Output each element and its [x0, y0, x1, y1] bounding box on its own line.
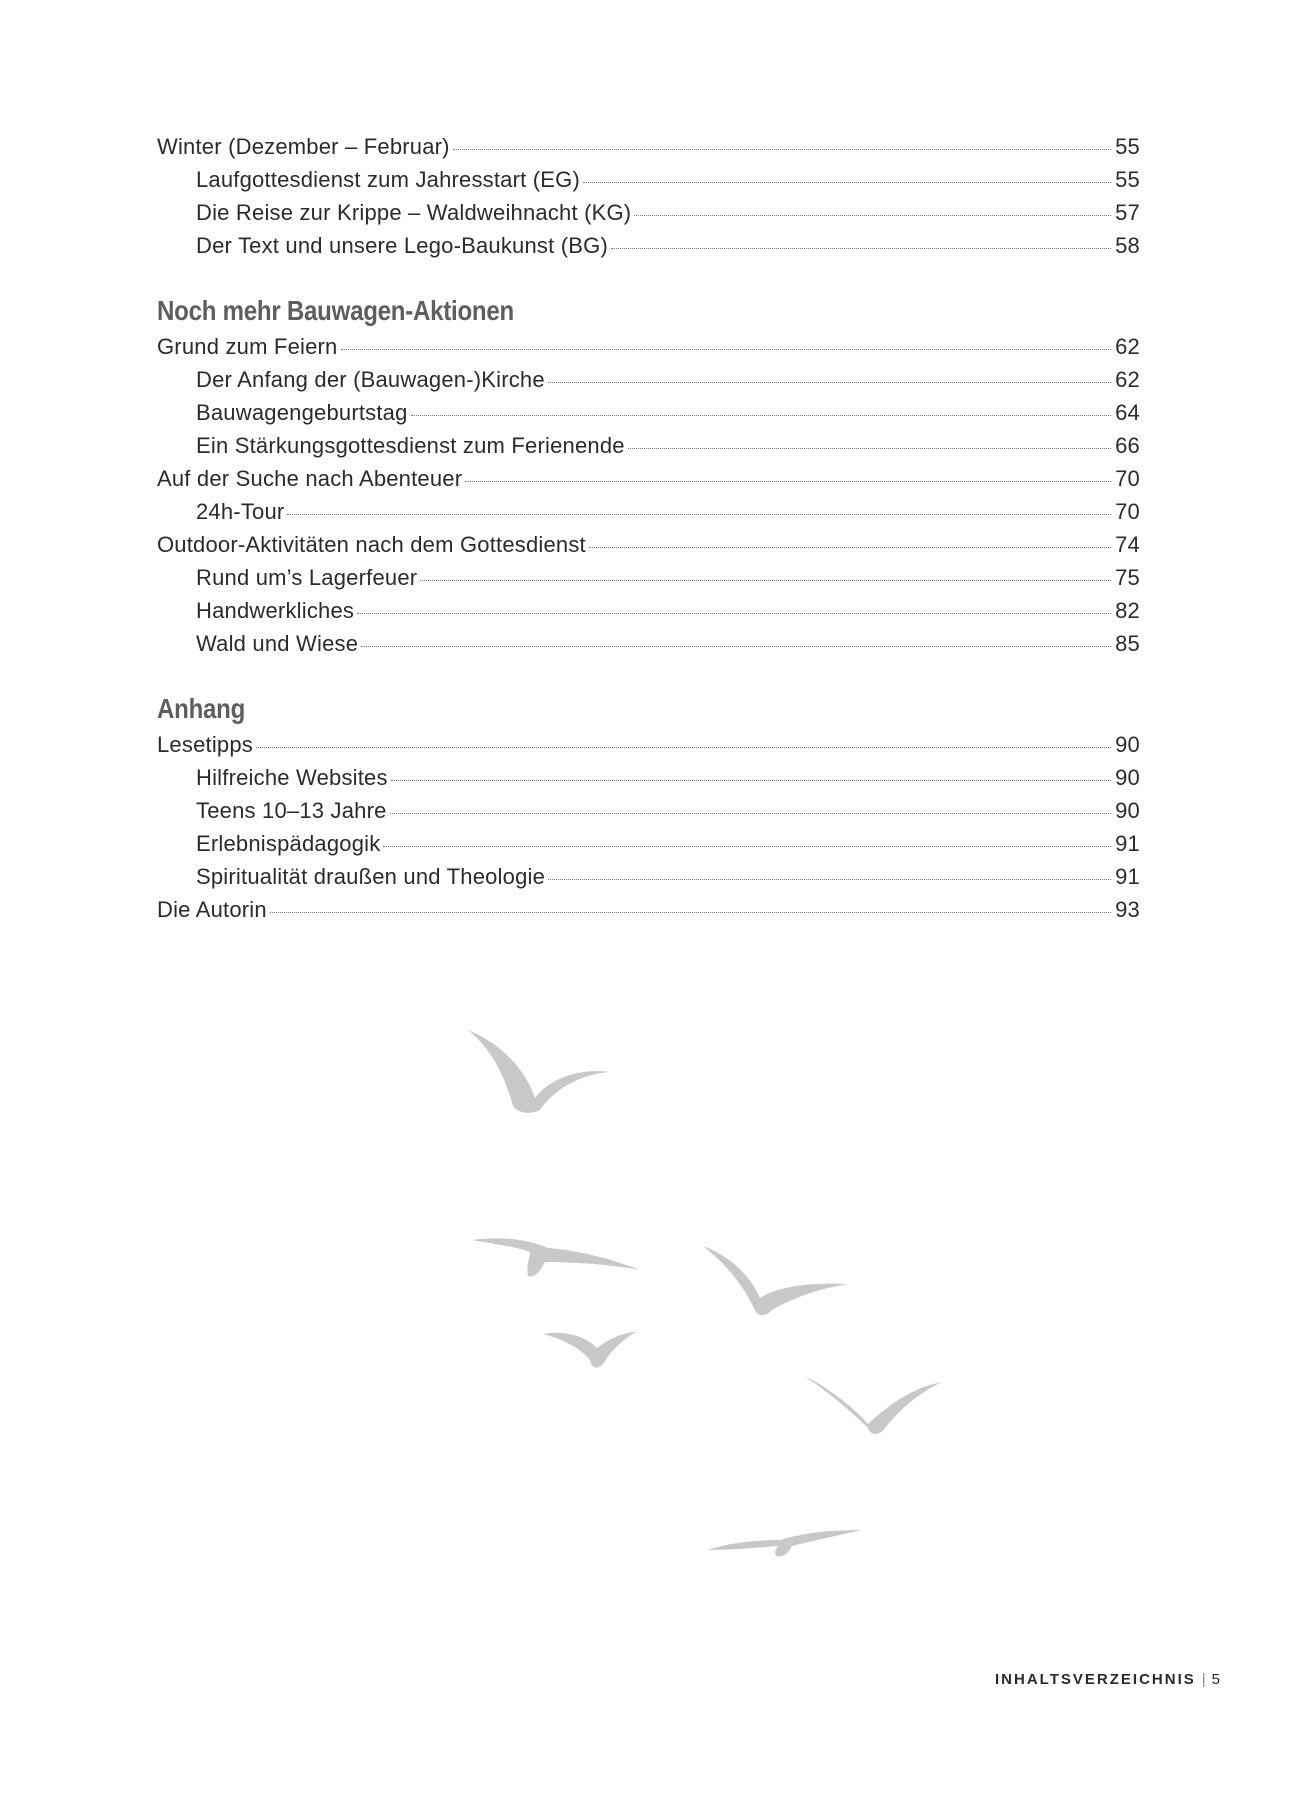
toc-entry-page: 75	[1115, 565, 1140, 590]
toc-entry-label: Handwerkliches	[196, 598, 355, 623]
toc-entry-page: 58	[1115, 233, 1140, 258]
dot-leader	[391, 780, 1111, 781]
section-heading-anhang: Anhang	[157, 693, 246, 724]
toc-entry-page: 55	[1115, 167, 1140, 192]
page-footer	[995, 1670, 1220, 1690]
toc-entry-page: 91	[1115, 864, 1140, 889]
toc-entry-label: Rund um’s Lagerfeuer	[196, 565, 418, 590]
toc-entry-label: Hilfreiche Websites	[196, 765, 388, 790]
toc-entry-bauwagengeburtstag[interactable]	[157, 396, 1140, 429]
toc-entry-page: 90	[1115, 765, 1140, 790]
dot-leader	[390, 813, 1112, 814]
bird-icon	[543, 1332, 636, 1367]
toc-entry-winter[interactable]	[157, 130, 1140, 163]
toc-entry-anfang-der-kirche[interactable]	[157, 363, 1140, 396]
toc-entry-outdoor-aktivitaeten[interactable]	[157, 528, 1140, 561]
toc-entry-page: 82	[1115, 598, 1140, 623]
toc-entry-grund-zum-feiern[interactable]	[157, 330, 1140, 363]
toc-entry-label: Der Anfang der (Bauwagen-)Kirche	[196, 367, 545, 392]
toc-entry-wald-und-wiese[interactable]	[157, 627, 1140, 660]
toc-entry-page: 66	[1115, 433, 1140, 458]
toc-entry-page: 57	[1115, 200, 1140, 225]
dot-leader	[256, 747, 1111, 748]
toc-entry-reise-zur-krippe[interactable]	[157, 196, 1140, 229]
toc-entry-lesetipps[interactable]	[157, 728, 1140, 761]
toc-entry-label: Bauwagengeburtstag	[196, 400, 408, 425]
toc-entry-page: 55	[1115, 134, 1140, 159]
toc-entry-label: Die Reise zur Krippe – Waldweihnacht (KG)	[196, 200, 632, 225]
toc-entry-label: Grund zum Feiern	[157, 334, 338, 359]
section-spacer	[157, 262, 1140, 294]
bird-icon	[468, 1030, 610, 1113]
toc-entry-handwerkliches[interactable]	[157, 594, 1140, 627]
toc-entry-teens[interactable]	[157, 794, 1140, 827]
dot-leader	[548, 879, 1111, 880]
toc-entry-label: Spiritualität draußen und Theologie	[196, 864, 546, 889]
toc-entry-suche-nach-abenteuer[interactable]	[157, 462, 1140, 495]
toc-entry-page: 62	[1115, 367, 1140, 392]
toc-entry-spiritualitaet[interactable]	[157, 860, 1140, 893]
toc-entry-24h-tour[interactable]	[157, 495, 1140, 528]
toc-entry-page: 85	[1115, 631, 1140, 656]
toc-entry-label: Teens 10–13 Jahre	[196, 798, 387, 823]
dot-leader	[270, 912, 1111, 913]
section-heading-bauwagen-aktionen: Noch mehr Bauwagen-Aktionen	[157, 295, 514, 326]
bird-icon	[703, 1246, 848, 1315]
toc-entry-label: Ein Stärkungsgottesdienst zum Ferienende	[196, 433, 625, 458]
dot-leader	[589, 547, 1111, 548]
toc-entry-page: 64	[1115, 400, 1140, 425]
dot-leader	[611, 248, 1111, 249]
toc-entry-page: 70	[1115, 499, 1140, 524]
toc-entry-hilfreiche-websites[interactable]	[157, 761, 1140, 794]
toc-entry-page: 90	[1115, 798, 1140, 823]
toc-entry-page: 91	[1115, 831, 1140, 856]
footer-section-name: INHALTSVERZEICHNIS	[995, 1671, 1196, 1688]
toc-entry-erlebnispaedagogik[interactable]	[157, 827, 1140, 860]
toc-entry-label: Der Text und unsere Lego-Baukunst (BG)	[196, 233, 608, 258]
dot-leader	[453, 149, 1111, 150]
page-number: 5	[1211, 1671, 1220, 1688]
toc-entry-die-autorin[interactable]	[157, 893, 1140, 926]
toc-entry-lego-baukunst[interactable]	[157, 229, 1140, 262]
toc-entry-label: Outdoor-Aktivitäten nach dem Gottesdienst	[157, 532, 586, 557]
dot-leader	[287, 514, 1111, 515]
section-spacer	[157, 660, 1140, 692]
dot-leader	[548, 382, 1111, 383]
toc-entry-label: Wald und Wiese	[196, 631, 359, 656]
bird-icon	[805, 1376, 942, 1434]
toc-entry-lagerfeuer[interactable]	[157, 561, 1140, 594]
dot-leader	[583, 182, 1111, 183]
dot-leader	[634, 215, 1111, 216]
toc-entry-label: Erlebnispädagogik	[196, 831, 381, 856]
toc-entry-page: 70	[1115, 466, 1140, 491]
toc-entry-page: 74	[1115, 532, 1140, 557]
toc-entry-label: Auf der Suche nach Abenteuer	[157, 466, 463, 491]
toc-entry-page: 93	[1115, 897, 1140, 922]
dot-leader	[361, 646, 1111, 647]
toc-entry-label: Winter (Dezember – Februar)	[157, 134, 450, 159]
bird-icon	[472, 1238, 640, 1276]
dot-leader	[383, 846, 1111, 847]
dot-leader	[420, 580, 1111, 581]
toc-entry-label: 24h-Tour	[196, 499, 285, 524]
toc-entry-laufgottesdienst[interactable]	[157, 163, 1140, 196]
toc-entry-page: 90	[1115, 732, 1140, 757]
dot-leader	[628, 448, 1111, 449]
toc-entry-label: Lesetipps	[157, 732, 253, 757]
footer-separator: |	[1201, 1671, 1206, 1688]
toc-entry-staerkungsgottesdienst[interactable]	[157, 429, 1140, 462]
toc-entry-label: Laufgottesdienst zum Jahresstart (EG)	[196, 167, 581, 192]
dot-leader	[411, 415, 1112, 416]
dot-leader	[357, 613, 1111, 614]
dot-leader	[465, 481, 1111, 482]
bird-icon	[708, 1530, 862, 1557]
toc-entry-label: Die Autorin	[157, 897, 267, 922]
dot-leader	[341, 349, 1112, 350]
toc-entry-page: 62	[1115, 334, 1140, 359]
table-of-contents	[157, 130, 1140, 926]
